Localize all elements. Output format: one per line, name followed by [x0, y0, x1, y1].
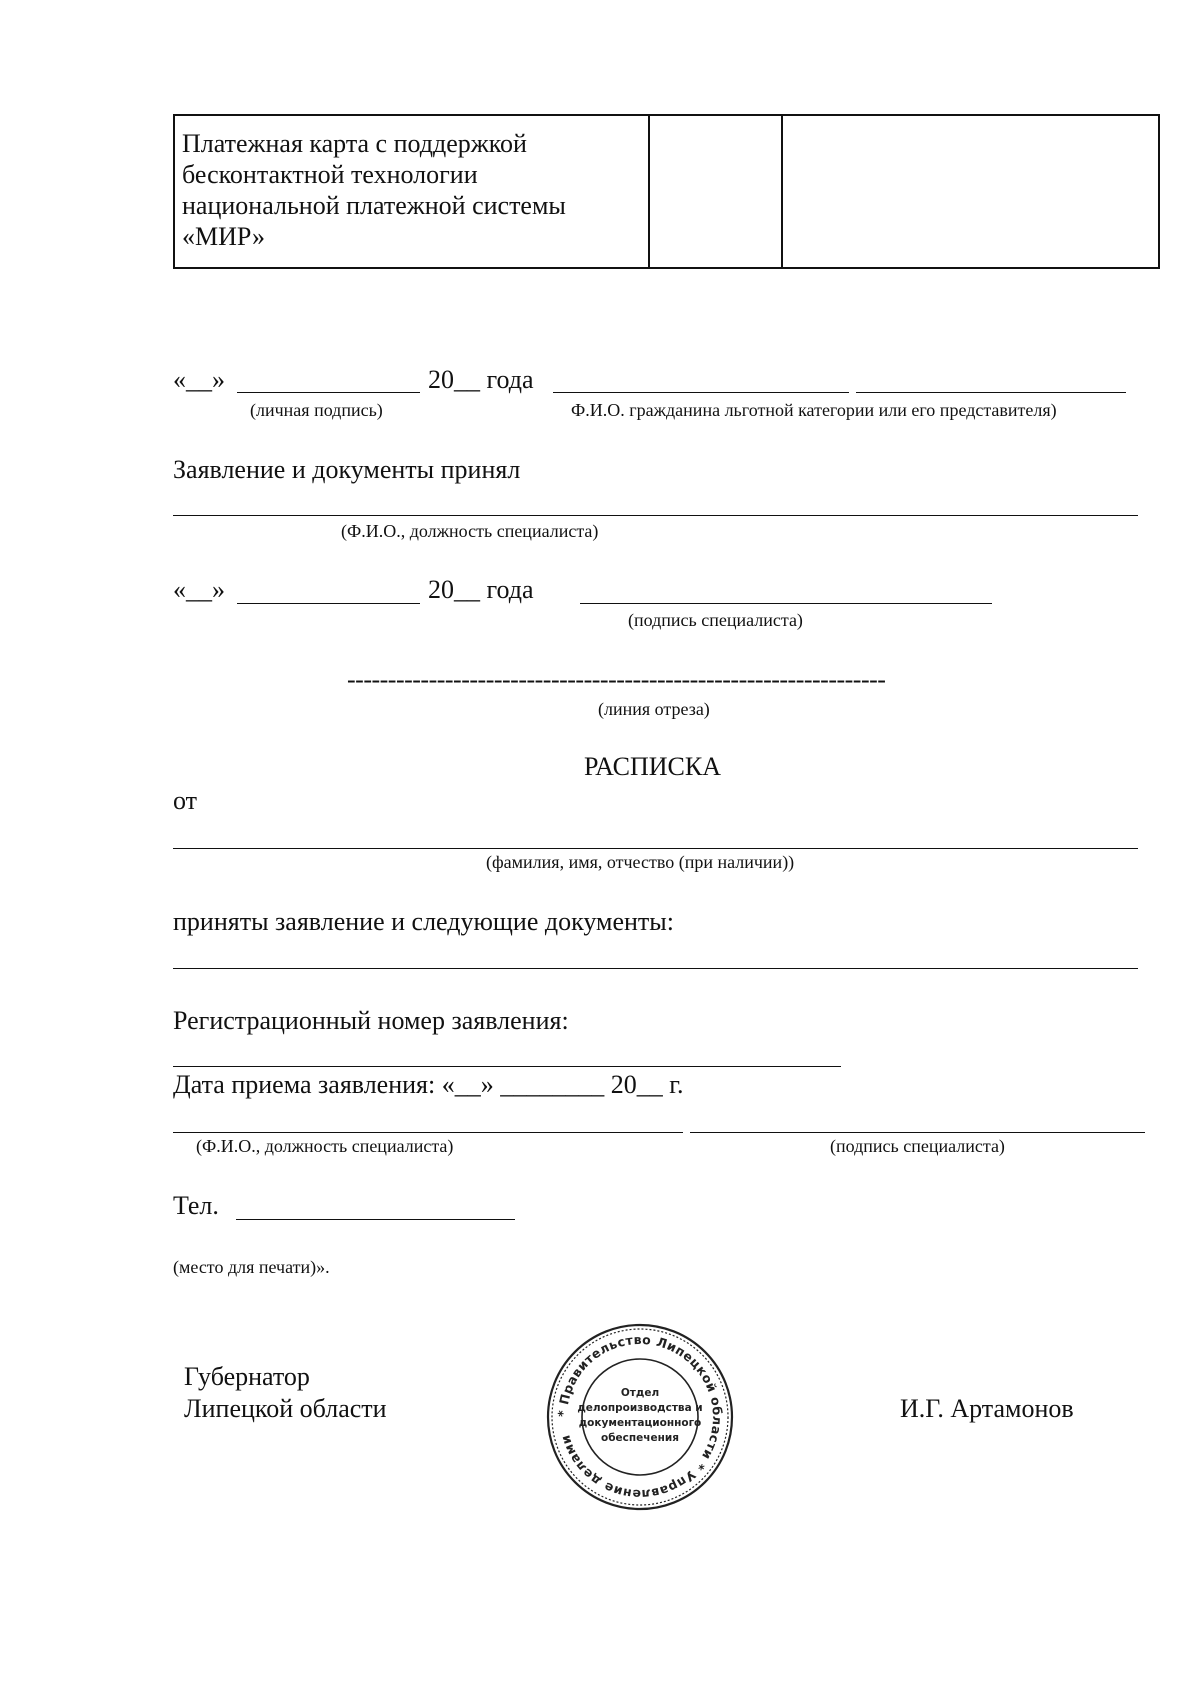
svg-text:делопроизводства и: делопроизводства и — [577, 1402, 703, 1414]
document-table — [173, 114, 1160, 269]
official-seal-stamp — [544, 1321, 736, 1513]
date-quote: «__» — [173, 575, 225, 604]
table-cell-description — [174, 115, 649, 268]
table-cell-empty — [649, 115, 782, 268]
receipt-from: от — [173, 786, 198, 815]
signer-position-line1: Губернатор — [184, 1362, 310, 1391]
application-date-label: Дата приема заявления: «__» ________ 20__ г. — [173, 1070, 684, 1099]
phone-label: Тел. — [173, 1191, 219, 1220]
caption-specialist: (Ф.И.О., должность специалиста) — [341, 521, 599, 541]
documents-blank-line — [173, 968, 1138, 969]
description-line: Платежная карта с поддержкой — [182, 129, 527, 158]
phone-blank-line — [236, 1219, 515, 1220]
seal-outer-text: * Правительство Липецкой области * Управление делами — [554, 1331, 726, 1503]
caption-cut-line: (линия отреза) — [598, 699, 710, 719]
documents-label: приняты заявление и следующие документы: — [173, 907, 674, 936]
name-blank-line — [856, 392, 1126, 393]
date-blank-line — [237, 603, 420, 604]
table-row — [174, 115, 1159, 268]
svg-text:Отдел: Отдел — [620, 1387, 660, 1399]
signature-blank-line — [553, 392, 849, 393]
caption-specialist: (Ф.И.О., должность специалиста) — [196, 1136, 454, 1156]
signer-name: И.Г. Артамонов — [900, 1394, 1074, 1423]
date-year: 20__ года — [428, 365, 534, 394]
caption-applicant-name: (фамилия, имя, отчество (при наличии)) — [486, 852, 795, 872]
caption-personal-signature: (личная подпись) — [250, 400, 383, 420]
date-blank-line — [237, 392, 420, 393]
specialist-blank-line — [173, 515, 1138, 516]
specialist-signature-line — [580, 603, 992, 604]
cut-line: ------------------------------------------------------------------ — [347, 665, 886, 694]
signer-position-line2: Липецкой области — [184, 1394, 387, 1423]
description-line: национальной платежной системы — [182, 191, 566, 220]
specialist-name-line — [173, 1132, 683, 1133]
svg-text:документационного: документационного — [578, 1417, 702, 1429]
svg-text:обеспечения: обеспечения — [601, 1432, 679, 1444]
description-line: «МИР» — [182, 222, 266, 251]
applicant-name-line — [173, 848, 1138, 849]
description-line: бесконтактной технологии — [182, 160, 478, 189]
accepted-heading: Заявление и документы принял — [173, 455, 521, 484]
specialist-signature-line — [690, 1132, 1145, 1133]
caption-specialist-signature: (подпись специалиста) — [830, 1136, 1005, 1156]
registration-number-line — [173, 1066, 841, 1067]
seal-place-caption: (место для печати)». — [173, 1257, 330, 1277]
caption-specialist-signature: (подпись специалиста) — [628, 610, 803, 630]
table-cell-empty — [782, 115, 1159, 268]
receipt-title: РАСПИСКА — [584, 752, 721, 781]
seal-inner-text — [577, 1387, 702, 1444]
caption-citizen-name: Ф.И.О. гражданина льготной категории или его представителя) — [571, 400, 1057, 420]
date-year: 20__ года — [428, 575, 534, 604]
registration-number-label: Регистрационный номер заявления: — [173, 1006, 569, 1035]
date-quote: «__» — [173, 365, 225, 394]
